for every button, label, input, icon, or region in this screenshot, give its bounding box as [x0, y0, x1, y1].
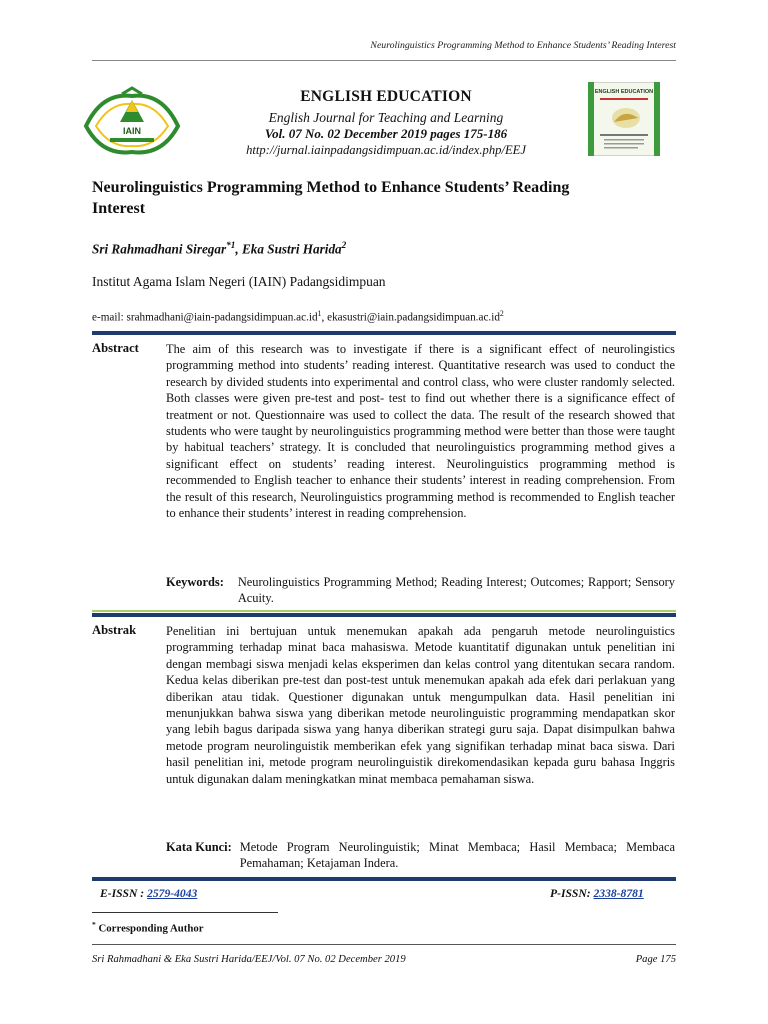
author-2: Eka Sustri Harida	[241, 241, 342, 257]
email-prefix: e-mail:	[92, 311, 127, 324]
journal-title: ENGLISH EDUCATION	[300, 88, 472, 105]
affiliation: Institut Agama Islam Negeri (IAIN) Padangsidimpuan	[92, 274, 386, 289]
p-issn-link[interactable]: 2338-8781	[593, 887, 644, 900]
email-separator: ,	[321, 311, 328, 324]
footnote-mark: *	[92, 920, 96, 929]
header-rule	[92, 60, 676, 61]
journal-subtitle: English Journal for Teaching and Learning	[268, 110, 504, 125]
footnote-text: Corresponding Author	[95, 922, 204, 935]
page-number: Page 175	[635, 954, 676, 965]
journal-volume: Vol. 07 No. 02 December 2019 pages 175-186	[264, 126, 508, 141]
author-2-marks: 2	[341, 240, 347, 250]
journal-cover-image	[588, 82, 660, 156]
abstract-keywords	[166, 574, 675, 607]
abstrak-keywords	[166, 839, 675, 872]
abstract-bottom-rule	[92, 610, 676, 612]
abstrak-text: Penelitian ini bertujuan untuk menemukan apakah ada pengaruh metode neurolinguistics programming terhadap minat baca mahasiswa. Metode kuantitatif digunakan untuk penelitian ini dengan membagi siswa menjadi kelas eksperimen dan kelas control yang ditentukan secara random. Kedua kelas diberikan pre-test dan post-test untuk menemukan apakah ada efek dari perlakuan yang diberikan atau tidak. Questioner digunakan untuk mengumpulkan data. Hasil penelitian ini menunjukkan bahwa siswa yang diberikan metode neurolinguistic programming mendapatkan skor yang lebih bagus daripada siswa yang hanya diberikan strategi guru saja. Dapat disimpulkan bahwa metode program neurolinguistik memberikan efek yang signifikan terhadap minat baca siswa. Dari hasil penelitian ini, metode program neurolinguistik direkomendasikan kepada guru bahasa Inggris untuk digunakan dalam meningkatkan minat membaca pemahaman siswa.	[166, 624, 675, 786]
p-issn	[550, 887, 644, 900]
keywords-text: Neurolinguistics Programming Method; Reading Interest; Outcomes; Rapport; Sensory Acuity.	[237, 575, 675, 606]
email-1[interactable]: srahmadhani@iain-padangsidimpuan.ac.id	[126, 311, 318, 324]
cover-title: ENGLISH EDUCATION	[594, 89, 654, 95]
running-header: Neurolinguistics Programming Method to Enhance Students’ Reading Interest	[370, 40, 676, 51]
abstract-top-rule	[92, 331, 676, 335]
email-2[interactable]: ekasustri@iain.padangsidimpuan.ac.id	[327, 311, 500, 324]
email-1-mark: 1	[317, 309, 322, 318]
email-line	[92, 309, 504, 324]
abstrak-top-rule	[92, 613, 676, 617]
abstract-label: Abstract	[92, 341, 139, 355]
logo-text: IAIN	[123, 126, 141, 136]
e-issn-link[interactable]: 2579-4043	[147, 887, 198, 900]
journal-heading	[200, 88, 572, 158]
kata-kunci-label: Kata Kunci:	[166, 840, 232, 854]
author-1-marks: *1	[226, 240, 236, 250]
abstrak-label: Abstrak	[92, 623, 137, 637]
keywords-label: Keywords:	[166, 575, 224, 589]
journal-url[interactable]: http://jurnal.iainpadangsidimpuan.ac.id/index.php/EEJ	[246, 143, 526, 157]
e-issn-label: E-ISSN :	[100, 887, 148, 900]
email-2-mark: 2	[499, 309, 504, 318]
abstract-text: The aim of this research was to investigate if there is a significant effect of neurolingistics programming method into students’ reading interest. Quantitative research was used to conduct the research by divided students into experimental and control class, who were cluster randomly selected. Both classes were given pre-test and post- test to find out whether there is a significance effect of treatment or not. Questionnaire was used to collect the data. The result of the research showed that students who were taught by neurolinguistics programming method were better than those were taught by habitual teachers’ strategy. It is concluded that neurolinguistics programming method gives a significant effect on students’ reading interest. Neurolinguistics programming method is recommended to English teacher to enhance their students’ interest in reading comprehension. From the result of this research, Neurolinguistics programming method is recommended to English teacher to enhance their students’ interest in reading comprehension.	[166, 342, 675, 521]
footer-rule	[92, 944, 676, 945]
p-issn-label: P-ISSN:	[550, 887, 594, 900]
footer-citation: Sri Rahmadhani & Eka Sustri Harida/EEJ/Vol. 07 No. 02 December 2019	[92, 954, 406, 965]
kata-kunci-text: Metode Program Neurolinguistik; Minat Membaca; Hasil Membaca; Membaca Pemahaman; Ketajaman Indera.	[239, 840, 675, 871]
issn-top-rule	[92, 877, 676, 881]
author-list	[92, 240, 346, 257]
author-separator: ,	[235, 241, 242, 257]
iain-logo	[82, 86, 182, 156]
author-1: Sri Rahmadhani Siregar	[92, 241, 227, 257]
e-issn	[100, 887, 197, 900]
footnote-rule	[92, 912, 278, 913]
article-title: Neurolinguistics Programming Method to Enhance Students’ Reading Interest	[92, 179, 570, 217]
footnote	[92, 920, 204, 935]
